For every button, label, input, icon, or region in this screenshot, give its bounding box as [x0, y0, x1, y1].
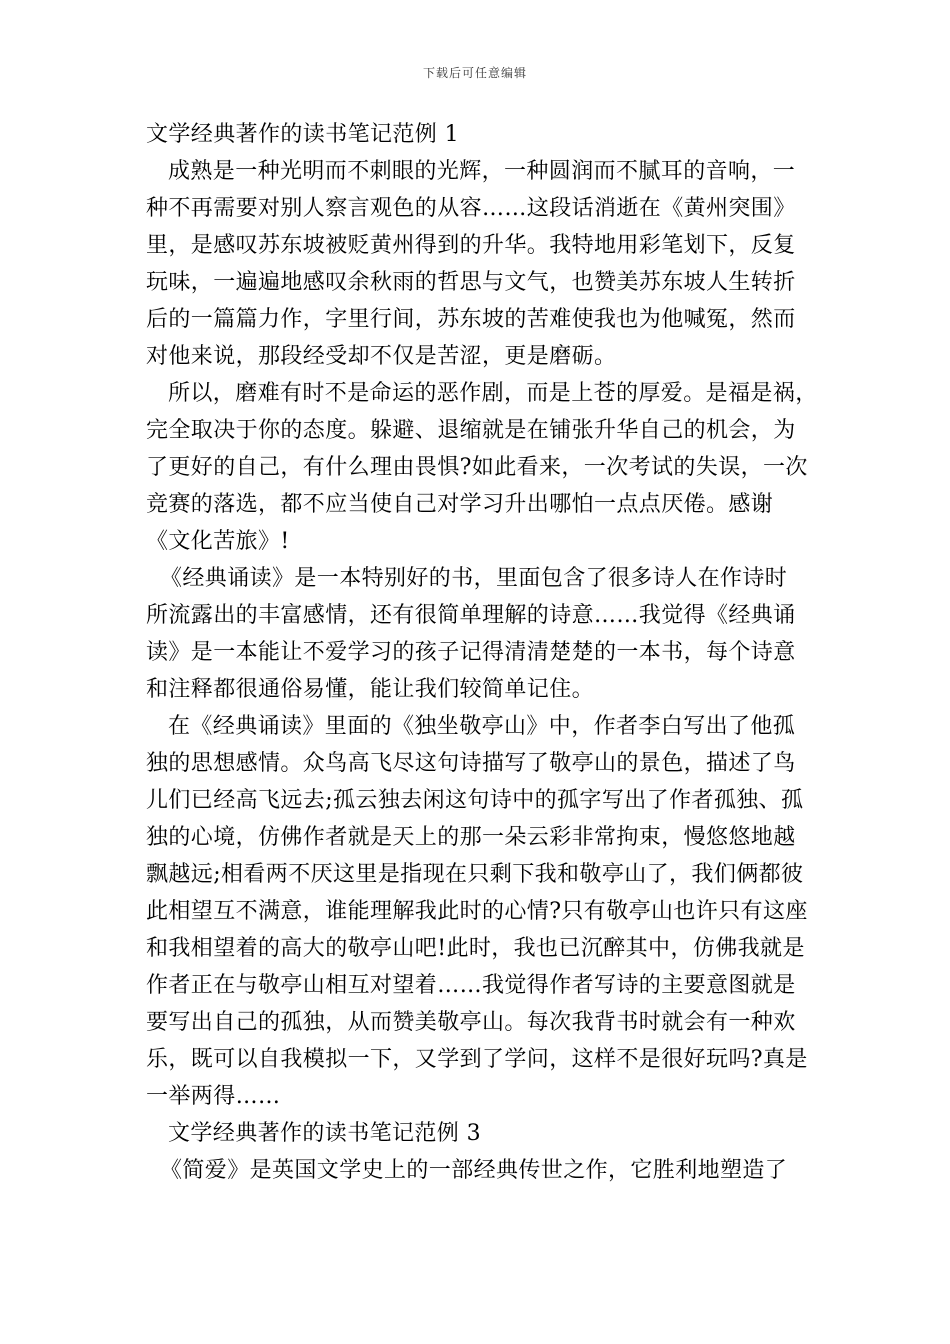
- paragraph-line: 乐，既可以自我模拟一下，又学到了学问，这样不是很好玩吗?真是: [146, 1047, 808, 1072]
- paragraph-line: 作者正在与敬亭山相互对望着……我觉得作者写诗的主要意图就是: [146, 973, 796, 998]
- paragraph-line: 成熟是一种光明而不刺眼的光辉，一种圆润而不腻耳的音响，一: [168, 159, 796, 184]
- paragraph-line: 完全取决于你的态度。躲避、退缩就是在铺张升华自己的机会，为: [146, 418, 796, 443]
- section-title: 文学经典著作的读书笔记范例 1: [146, 122, 459, 147]
- paragraph-line: 后的一篇篇力作，字里行间，苏东坡的苦难使我也为他喊冤，然而: [146, 307, 796, 332]
- section-title: 文学经典著作的读书笔记范例 3: [168, 1121, 481, 1146]
- paragraph-line: 里，是感叹苏东坡被贬黄州得到的升华。我特地用彩笔划下，反复: [146, 233, 796, 258]
- paragraph-line: 对他来说，那段经受却不仅是苦涩，更是磨砺。: [146, 344, 617, 369]
- paragraph-line: 所流露出的丰富感情，还有很简单理解的诗意……我觉得《经典诵: [146, 603, 796, 628]
- paragraph-line: 竞赛的落选，都不应当使自己对学习升出哪怕一点点厌倦。感谢: [146, 492, 774, 517]
- paragraph-line: 《简爱》是英国文学史上的一部经典传世之作，它胜利地塑造了: [160, 1158, 788, 1183]
- paragraph-line: 独的思想感情。众鸟高飞尽这句诗描写了敬亭山的景色，描述了鸟: [146, 751, 796, 776]
- paragraph-line: 和注释都很通俗易懂，能让我们较简单记住。: [146, 677, 595, 702]
- paragraph-line: 独的心境，仿佛作者就是天上的那一朵云彩非常拘束，慢悠悠地越: [146, 825, 796, 850]
- paragraph-line: 种不再需要对别人察言观色的从容……这段话消逝在《黄州突围》: [146, 196, 796, 221]
- paragraph-line: 飘越远;相看两不厌这里是指现在只剩下我和敬亭山了，我们俩都彼: [146, 862, 804, 887]
- paragraph-line: 儿们已经高飞远去;孤云独去闲这句诗中的孤字写出了作者孤独、孤: [146, 788, 804, 813]
- paragraph-line: 《经典诵读》是一本特别好的书，里面包含了很多诗人在作诗时: [160, 566, 788, 591]
- paragraph-line: 所以，磨难有时不是命运的恶作剧，而是上苍的厚爱。是福是祸，: [168, 381, 818, 406]
- page-header: 下载后可任意编辑: [422, 66, 527, 80]
- paragraph-line: 一举两得……: [146, 1084, 281, 1109]
- paragraph-line: 《文化苦旅》!: [146, 529, 290, 554]
- paragraph-line: 要写出自己的孤独，从而赞美敬亭山。每次我背书时就会有一种欢: [146, 1010, 796, 1035]
- paragraph-line: 在《经典诵读》里面的《独坐敬亭山》中，作者李白写出了他孤: [168, 714, 796, 739]
- paragraph-line: 和我相望着的高大的敬亭山吧!此时，我也已沉醉其中，仿佛我就是: [146, 936, 805, 961]
- paragraph-line: 读》是一本能让不爱学习的孩子记得清清楚楚的一本书，每个诗意: [146, 640, 796, 665]
- paragraph-line: 此相望互不满意，谁能理解我此时的心情?只有敬亭山也许只有这座: [146, 899, 808, 924]
- document-body: [146, 116, 818, 1189]
- paragraph-line: 了更好的自己，有什么理由畏惧?如此看来，一次考试的失误，一次: [146, 455, 808, 480]
- paragraph-line: 玩味，一遍遍地感叹余秋雨的哲思与文气，也赞美苏东坡人生转折: [146, 270, 796, 295]
